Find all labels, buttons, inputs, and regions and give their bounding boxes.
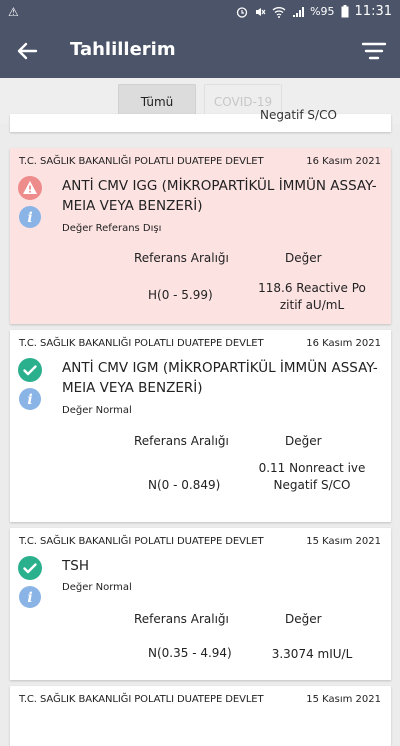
value-status: Değer Normal (62, 405, 132, 416)
institution-name: T.C. SAĞLIK BAKANLIĞI POLATLI DUATEPE DEVLET (19, 338, 264, 349)
result-date: 16 Kasım 2021 (306, 156, 381, 167)
info-icon[interactable] (19, 388, 41, 410)
battery-icon (341, 5, 349, 18)
alarm-icon (236, 6, 248, 18)
result-value: 3.3074 mIU/L (271, 647, 353, 661)
filter-covid-button[interactable]: COVID-19 (204, 84, 282, 120)
wifi-icon (272, 6, 286, 18)
institution-name: T.C. SAĞLIK BAKANLIĞI POLATLI DUATEPE DEVLET (19, 694, 264, 705)
result-date: 15 Kasım 2021 (306, 536, 381, 547)
battery-percent: %95 (310, 4, 335, 18)
check-circle-icon (18, 358, 42, 382)
filter-lines-icon[interactable] (362, 40, 386, 62)
result-date: 16 Kasım 2021 (306, 338, 381, 349)
results-list[interactable] (0, 108, 400, 711)
value-header: Değer (285, 612, 322, 626)
result-card-peek[interactable] (10, 108, 391, 132)
value-header: Değer (285, 434, 322, 448)
institution-name: T.C. SAĞLIK BAKANLIĞI POLATLI DUATEPE DEVLET (19, 156, 264, 167)
page-title: Tahlillerim (70, 39, 176, 60)
status-bar (0, 0, 400, 24)
result-card[interactable] (10, 686, 391, 746)
svg-text:i: i (27, 210, 33, 226)
value-status: Değer Normal (62, 582, 132, 593)
result-value: 118.6 Reactive Pozitif aU/mL (258, 281, 366, 312)
result-card[interactable] (10, 148, 391, 324)
warning-icon (18, 176, 42, 200)
info-icon[interactable] (19, 206, 41, 228)
test-name: ANTİ CMV IGM (MİKROPARTİKÜL İMMÜN ASSAY-MEIA VEYA BENZERİ) (62, 360, 378, 396)
reference-range: N(0 - 0.849) (148, 478, 221, 492)
svg-text:i: i (27, 590, 33, 606)
mute-icon (254, 6, 266, 18)
arrow-left-icon[interactable] (14, 38, 40, 64)
app-bar (0, 24, 400, 78)
clock: 11:31 (354, 4, 392, 19)
result-card[interactable] (10, 330, 391, 522)
test-name: ANTİ CMV IGG (MİKROPARTİKÜL İMMÜN ASSAY-MEIA VEYA BENZERİ) (62, 178, 377, 214)
info-icon[interactable] (19, 586, 41, 608)
test-name: TSH (62, 558, 89, 574)
result-value: 0.11 Nonreact iveNegatif S/CO (258, 461, 366, 492)
reference-range-header: Referans Aralığı (134, 434, 229, 448)
check-circle-icon (18, 556, 42, 580)
result-date: 15 Kasım 2021 (306, 694, 381, 705)
svg-text:i: i (27, 392, 33, 408)
value-status: Değer Referans Dışı (62, 223, 162, 234)
result-card[interactable] (10, 528, 391, 680)
reference-range: H(0 - 5.99) (148, 288, 213, 302)
result-value: Negatif S/CO (260, 108, 337, 122)
reference-range-header: Referans Aralığı (134, 251, 229, 265)
reference-range: N(0.35 - 4.94) (148, 646, 232, 660)
value-header: Değer (285, 251, 322, 265)
reference-range-header: Referans Aralığı (134, 612, 229, 626)
notification-warning-icon: ⚠ (8, 5, 19, 19)
institution-name: T.C. SAĞLIK BAKANLIĞI POLATLI DUATEPE DEVLET (19, 536, 264, 547)
filter-all-button[interactable]: Tümü (118, 84, 196, 120)
signal-icon (292, 6, 304, 18)
